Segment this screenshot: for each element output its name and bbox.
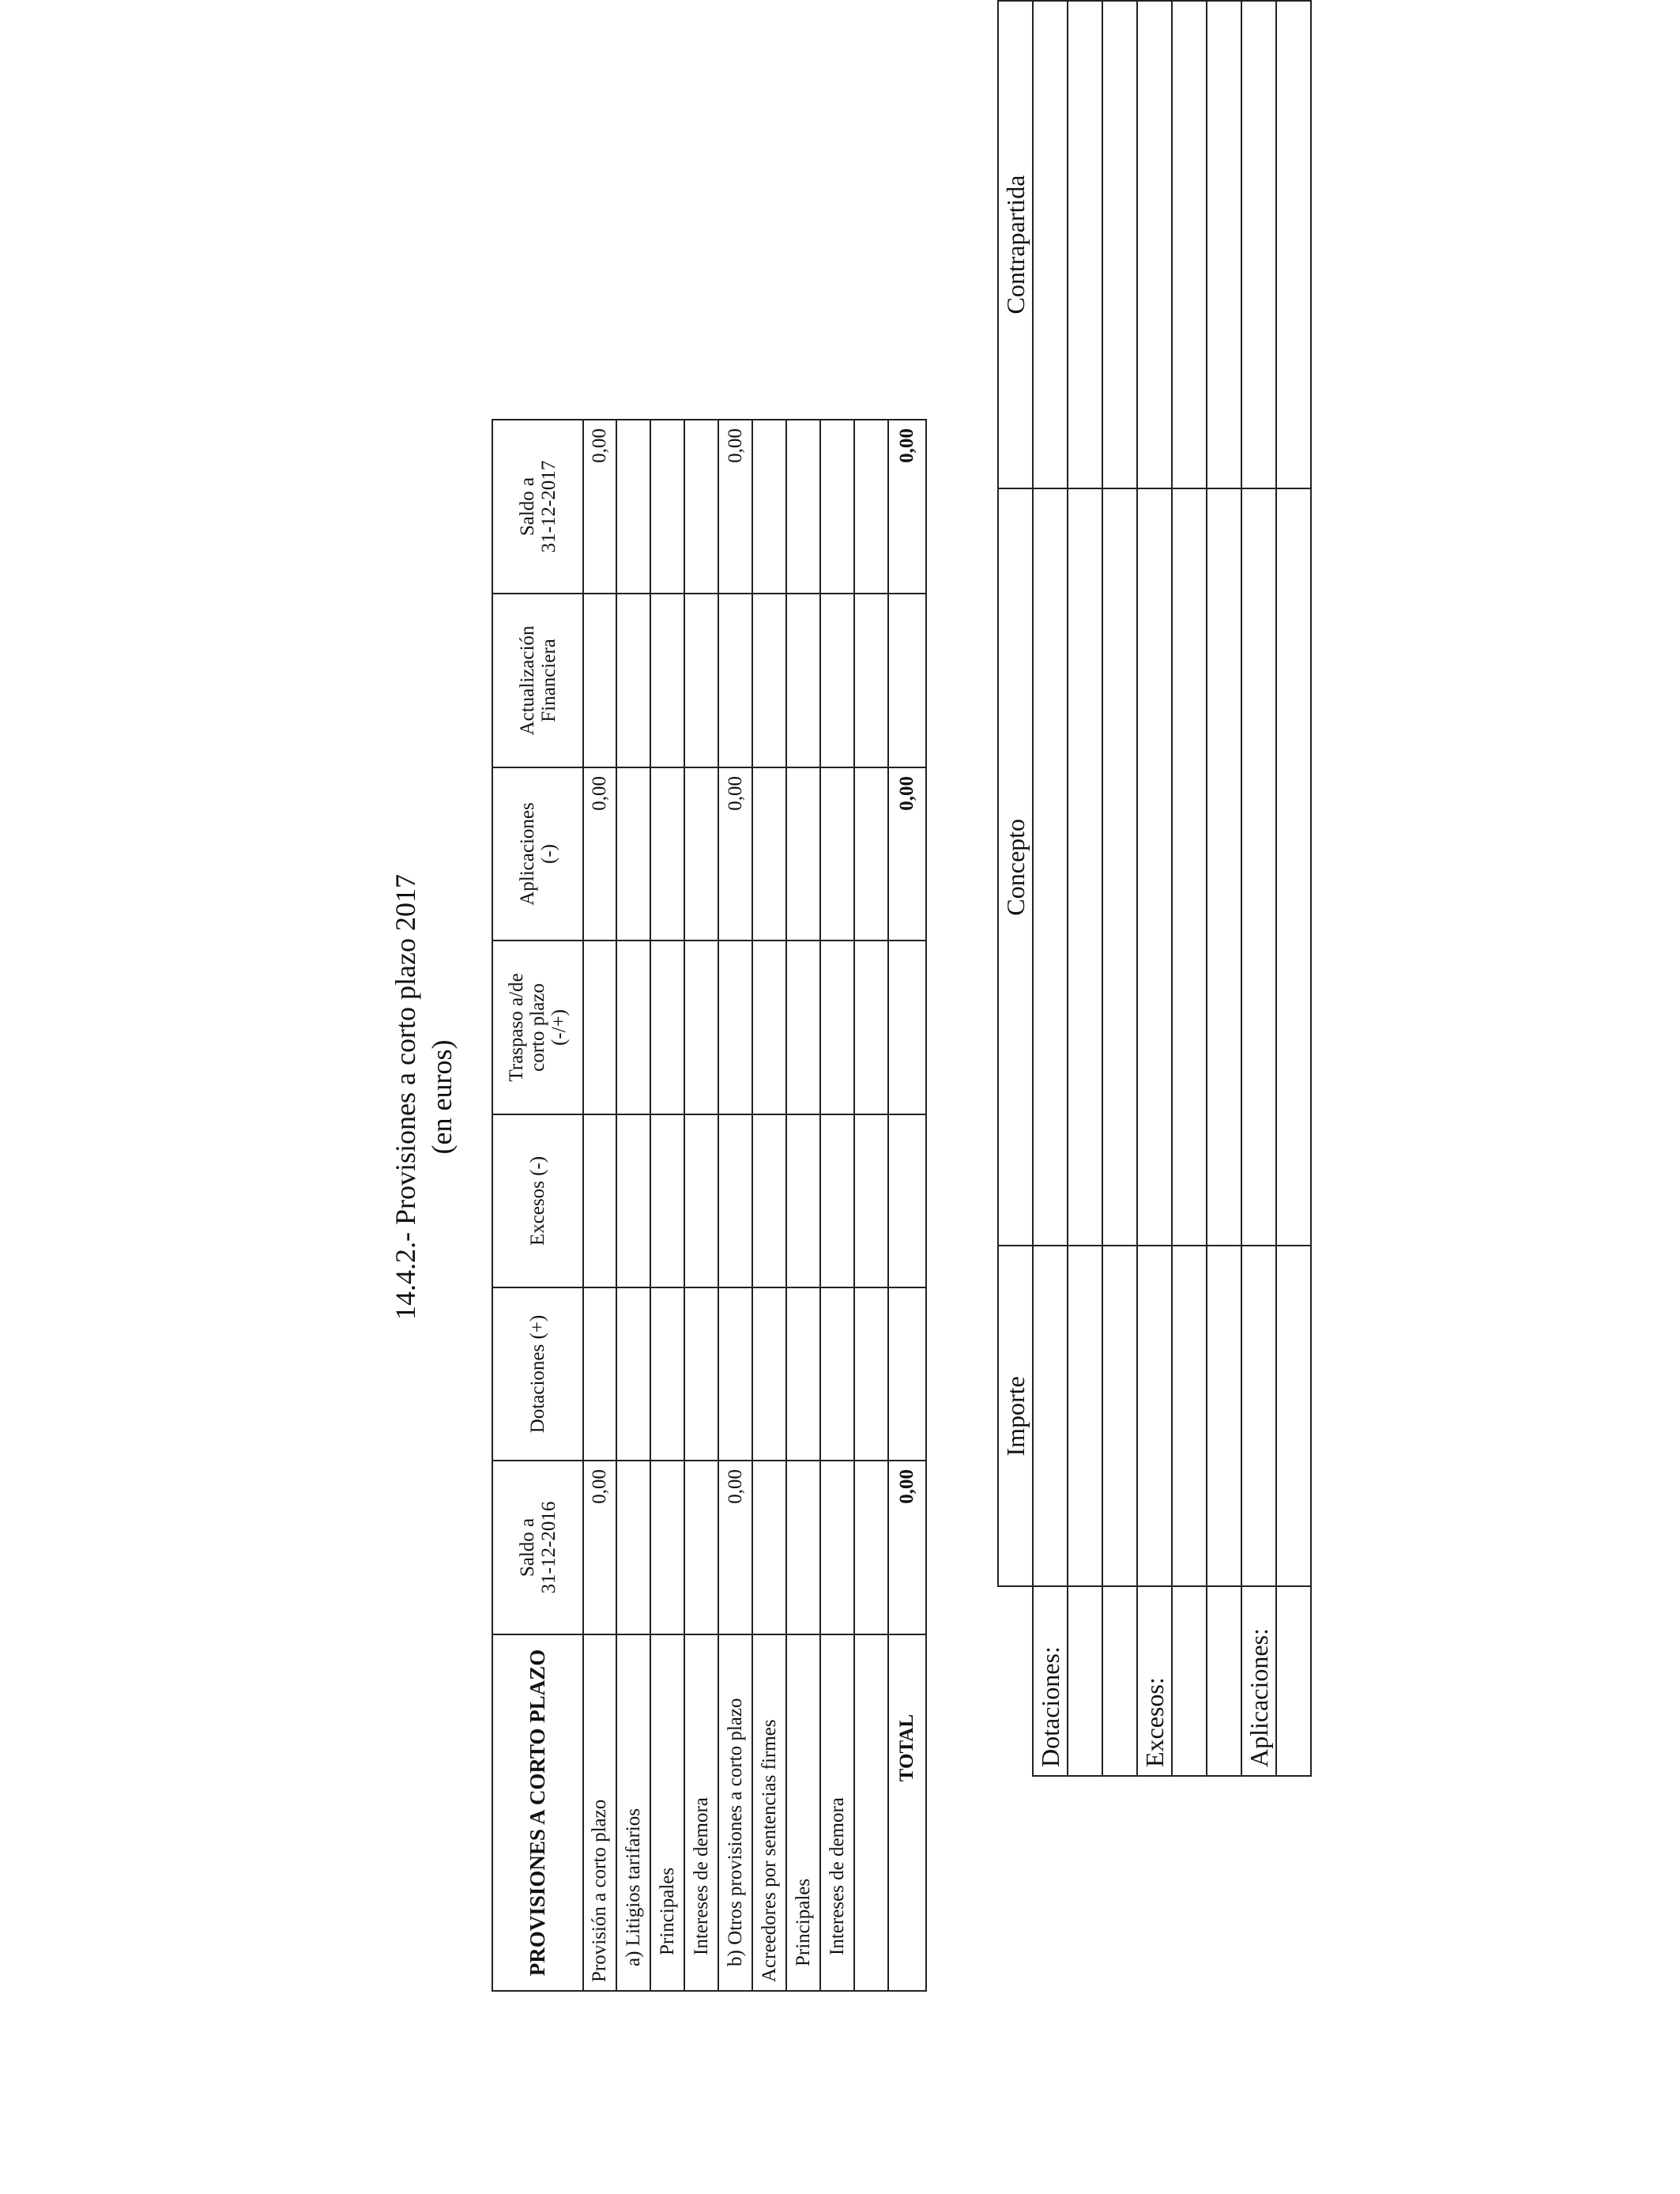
cell-dotaciones (718, 1287, 752, 1461)
cell-aplicaciones: 0,00 (583, 767, 616, 941)
detail-cell-contrapartida (1241, 1, 1276, 488)
table-row (650, 420, 684, 1991)
cell-saldo-2017 (650, 420, 684, 594)
detail-header-row (998, 1, 1033, 1776)
provisions-table (492, 419, 927, 1992)
cell-aplicaciones (786, 767, 820, 941)
table-row (786, 420, 820, 1991)
cell-actualizacion (718, 594, 752, 767)
cell-traspaso (650, 941, 684, 1114)
cell-excesos (650, 1114, 684, 1287)
total-label: TOTAL (888, 1634, 926, 1991)
title-line-1: 14.4.2.- Provisiones a corto plazo 2017 (390, 874, 421, 1320)
cell-label: b) Otros provisiones a corto plazo (718, 1634, 752, 1991)
cell-actualizacion (820, 594, 854, 767)
total-actualizacion (888, 594, 926, 767)
detail-cell-contrapartida (1137, 1, 1172, 488)
cell-saldo-2016 (854, 1461, 888, 1634)
cell-dotaciones (854, 1287, 888, 1461)
cell-traspaso (786, 941, 820, 1114)
header-aplicaciones: Aplicaciones (-) (492, 767, 583, 941)
detail-header-importe: Importe (998, 1246, 1033, 1587)
cell-label: Acreedores por sentencias firmes (752, 1634, 786, 1991)
detail-cell-concepto (1068, 488, 1102, 1246)
cell-excesos (820, 1114, 854, 1287)
cell-saldo-2016: 0,00 (583, 1461, 616, 1634)
detail-header-contrapartida: Contrapartida (998, 1, 1033, 488)
cell-excesos (616, 1114, 650, 1287)
page-title (387, 0, 460, 2194)
cell-traspaso (718, 941, 752, 1114)
cell-saldo-2016 (752, 1461, 786, 1634)
detail-row (1068, 1, 1102, 1776)
cell-saldo-2017 (820, 420, 854, 594)
cell-label: a) Litigios tarifarios (616, 1634, 650, 1991)
detail-header-concepto: Concepto (998, 488, 1033, 1246)
detail-cell-contrapartida (1207, 1, 1241, 488)
total-saldo-2016: 0,00 (888, 1461, 926, 1634)
header-row (492, 420, 583, 1991)
total-aplicaciones: 0,00 (888, 767, 926, 941)
detail-cell-importe (1172, 1246, 1207, 1587)
table-row (583, 420, 616, 1991)
detail-cell-concepto (1172, 488, 1207, 1246)
cell-aplicaciones (616, 767, 650, 941)
cell-aplicaciones (650, 767, 684, 941)
cell-traspaso (684, 941, 718, 1114)
cell-saldo-2017 (684, 420, 718, 594)
cell-excesos (583, 1114, 616, 1287)
movements-detail-table (997, 0, 1312, 1777)
cell-excesos (718, 1114, 752, 1287)
cell-label (854, 1634, 888, 1991)
cell-saldo-2016 (650, 1461, 684, 1634)
detail-cell-label: Aplicaciones: (1241, 1586, 1276, 1776)
cell-dotaciones (820, 1287, 854, 1461)
detail-row (1033, 1, 1068, 1776)
title-line-2: (en euros) (426, 1039, 458, 1155)
cell-dotaciones (684, 1287, 718, 1461)
detail-cell-label (1068, 1586, 1102, 1776)
cell-saldo-2017 (752, 420, 786, 594)
cell-traspaso (616, 941, 650, 1114)
detail-cell-label (1276, 1586, 1311, 1776)
cell-saldo-2016 (684, 1461, 718, 1634)
cell-saldo-2016 (786, 1461, 820, 1634)
table-row (616, 420, 650, 1991)
cell-excesos (684, 1114, 718, 1287)
table-row (752, 420, 786, 1991)
detail-cell-importe (1137, 1246, 1172, 1587)
cell-label: Intereses de demora (684, 1634, 718, 1991)
header-dotaciones: Dotaciones (+) (492, 1287, 583, 1461)
cell-traspaso (752, 941, 786, 1114)
detail-cell-concepto (1137, 488, 1172, 1246)
detail-cell-label (1102, 1586, 1137, 1776)
detail-cell-contrapartida (1068, 1, 1102, 488)
detail-cell-contrapartida (1276, 1, 1311, 488)
cell-actualizacion (684, 594, 718, 767)
cell-traspaso (820, 941, 854, 1114)
detail-row (1241, 1, 1276, 1776)
cell-actualizacion (616, 594, 650, 767)
cell-aplicaciones (684, 767, 718, 941)
total-dotaciones (888, 1287, 926, 1461)
detail-cell-label: Dotaciones: (1033, 1586, 1068, 1776)
table-row (854, 420, 888, 1991)
header-excesos: Excesos (-) (492, 1114, 583, 1287)
cell-actualizacion (752, 594, 786, 767)
header-label: PROVISIONES A CORTO PLAZO (492, 1634, 583, 1991)
detail-cell-concepto (1241, 488, 1276, 1246)
cell-dotaciones (650, 1287, 684, 1461)
cell-traspaso (854, 941, 888, 1114)
cell-saldo-2017 (616, 420, 650, 594)
header-saldo-2017: Saldo a 31-12-2017 (492, 420, 583, 594)
cell-saldo-2017 (786, 420, 820, 594)
detail-cell-importe (1207, 1246, 1241, 1587)
detail-row (1137, 1, 1172, 1776)
detail-cell-importe (1276, 1246, 1311, 1587)
cell-excesos (752, 1114, 786, 1287)
cell-dotaciones (583, 1287, 616, 1461)
cell-dotaciones (786, 1287, 820, 1461)
cell-saldo-2017: 0,00 (718, 420, 752, 594)
detail-cell-contrapartida (1172, 1, 1207, 488)
cell-saldo-2016 (616, 1461, 650, 1634)
header-traspaso: Traspaso a/de corto plazo (-/+) (492, 941, 583, 1114)
cell-actualizacion (786, 594, 820, 767)
cell-saldo-2017 (854, 420, 888, 594)
cell-aplicaciones (752, 767, 786, 941)
detail-cell-concepto (1207, 488, 1241, 1246)
detail-cell-concepto (1102, 488, 1137, 1246)
cell-aplicaciones (820, 767, 854, 941)
cell-actualizacion (650, 594, 684, 767)
cell-label: Provisión a corto plazo (583, 1634, 616, 1991)
detail-cell-concepto (1033, 488, 1068, 1246)
cell-dotaciones (616, 1287, 650, 1461)
cell-label: Principales (650, 1634, 684, 1991)
cell-actualizacion (583, 594, 616, 767)
detail-cell-importe (1241, 1246, 1276, 1587)
detail-cell-label (1207, 1586, 1241, 1776)
total-traspaso (888, 941, 926, 1114)
header-actualizacion: Actualización Financiera (492, 594, 583, 767)
detail-row (1172, 1, 1207, 1776)
detail-row (1102, 1, 1137, 1776)
detail-cell-importe (1068, 1246, 1102, 1587)
cell-excesos (854, 1114, 888, 1287)
detail-header-blank (998, 1586, 1033, 1776)
total-row (888, 420, 926, 1991)
detail-cell-contrapartida (1102, 1, 1137, 488)
cell-saldo-2016 (820, 1461, 854, 1634)
cell-saldo-2016: 0,00 (718, 1461, 752, 1634)
cell-excesos (786, 1114, 820, 1287)
detail-cell-contrapartida (1033, 1, 1068, 488)
table-row (684, 420, 718, 1991)
cell-actualizacion (854, 594, 888, 767)
cell-label: Principales (786, 1634, 820, 1991)
detail-cell-label: Excesos: (1137, 1586, 1172, 1776)
cell-aplicaciones (854, 767, 888, 941)
cell-saldo-2017: 0,00 (583, 420, 616, 594)
cell-aplicaciones: 0,00 (718, 767, 752, 941)
cell-label: Intereses de demora (820, 1634, 854, 1991)
cell-traspaso (583, 941, 616, 1114)
total-saldo-2017: 0,00 (888, 420, 926, 594)
table-row (718, 420, 752, 1991)
detail-cell-concepto (1276, 488, 1311, 1246)
detail-row (1276, 1, 1311, 1776)
header-saldo-2016: Saldo a 31-12-2016 (492, 1461, 583, 1634)
detail-row (1207, 1, 1241, 1776)
table-row (820, 420, 854, 1991)
detail-cell-importe (1102, 1246, 1137, 1587)
cell-dotaciones (752, 1287, 786, 1461)
total-excesos (888, 1114, 926, 1287)
detail-cell-label (1172, 1586, 1207, 1776)
detail-cell-importe (1033, 1246, 1068, 1587)
